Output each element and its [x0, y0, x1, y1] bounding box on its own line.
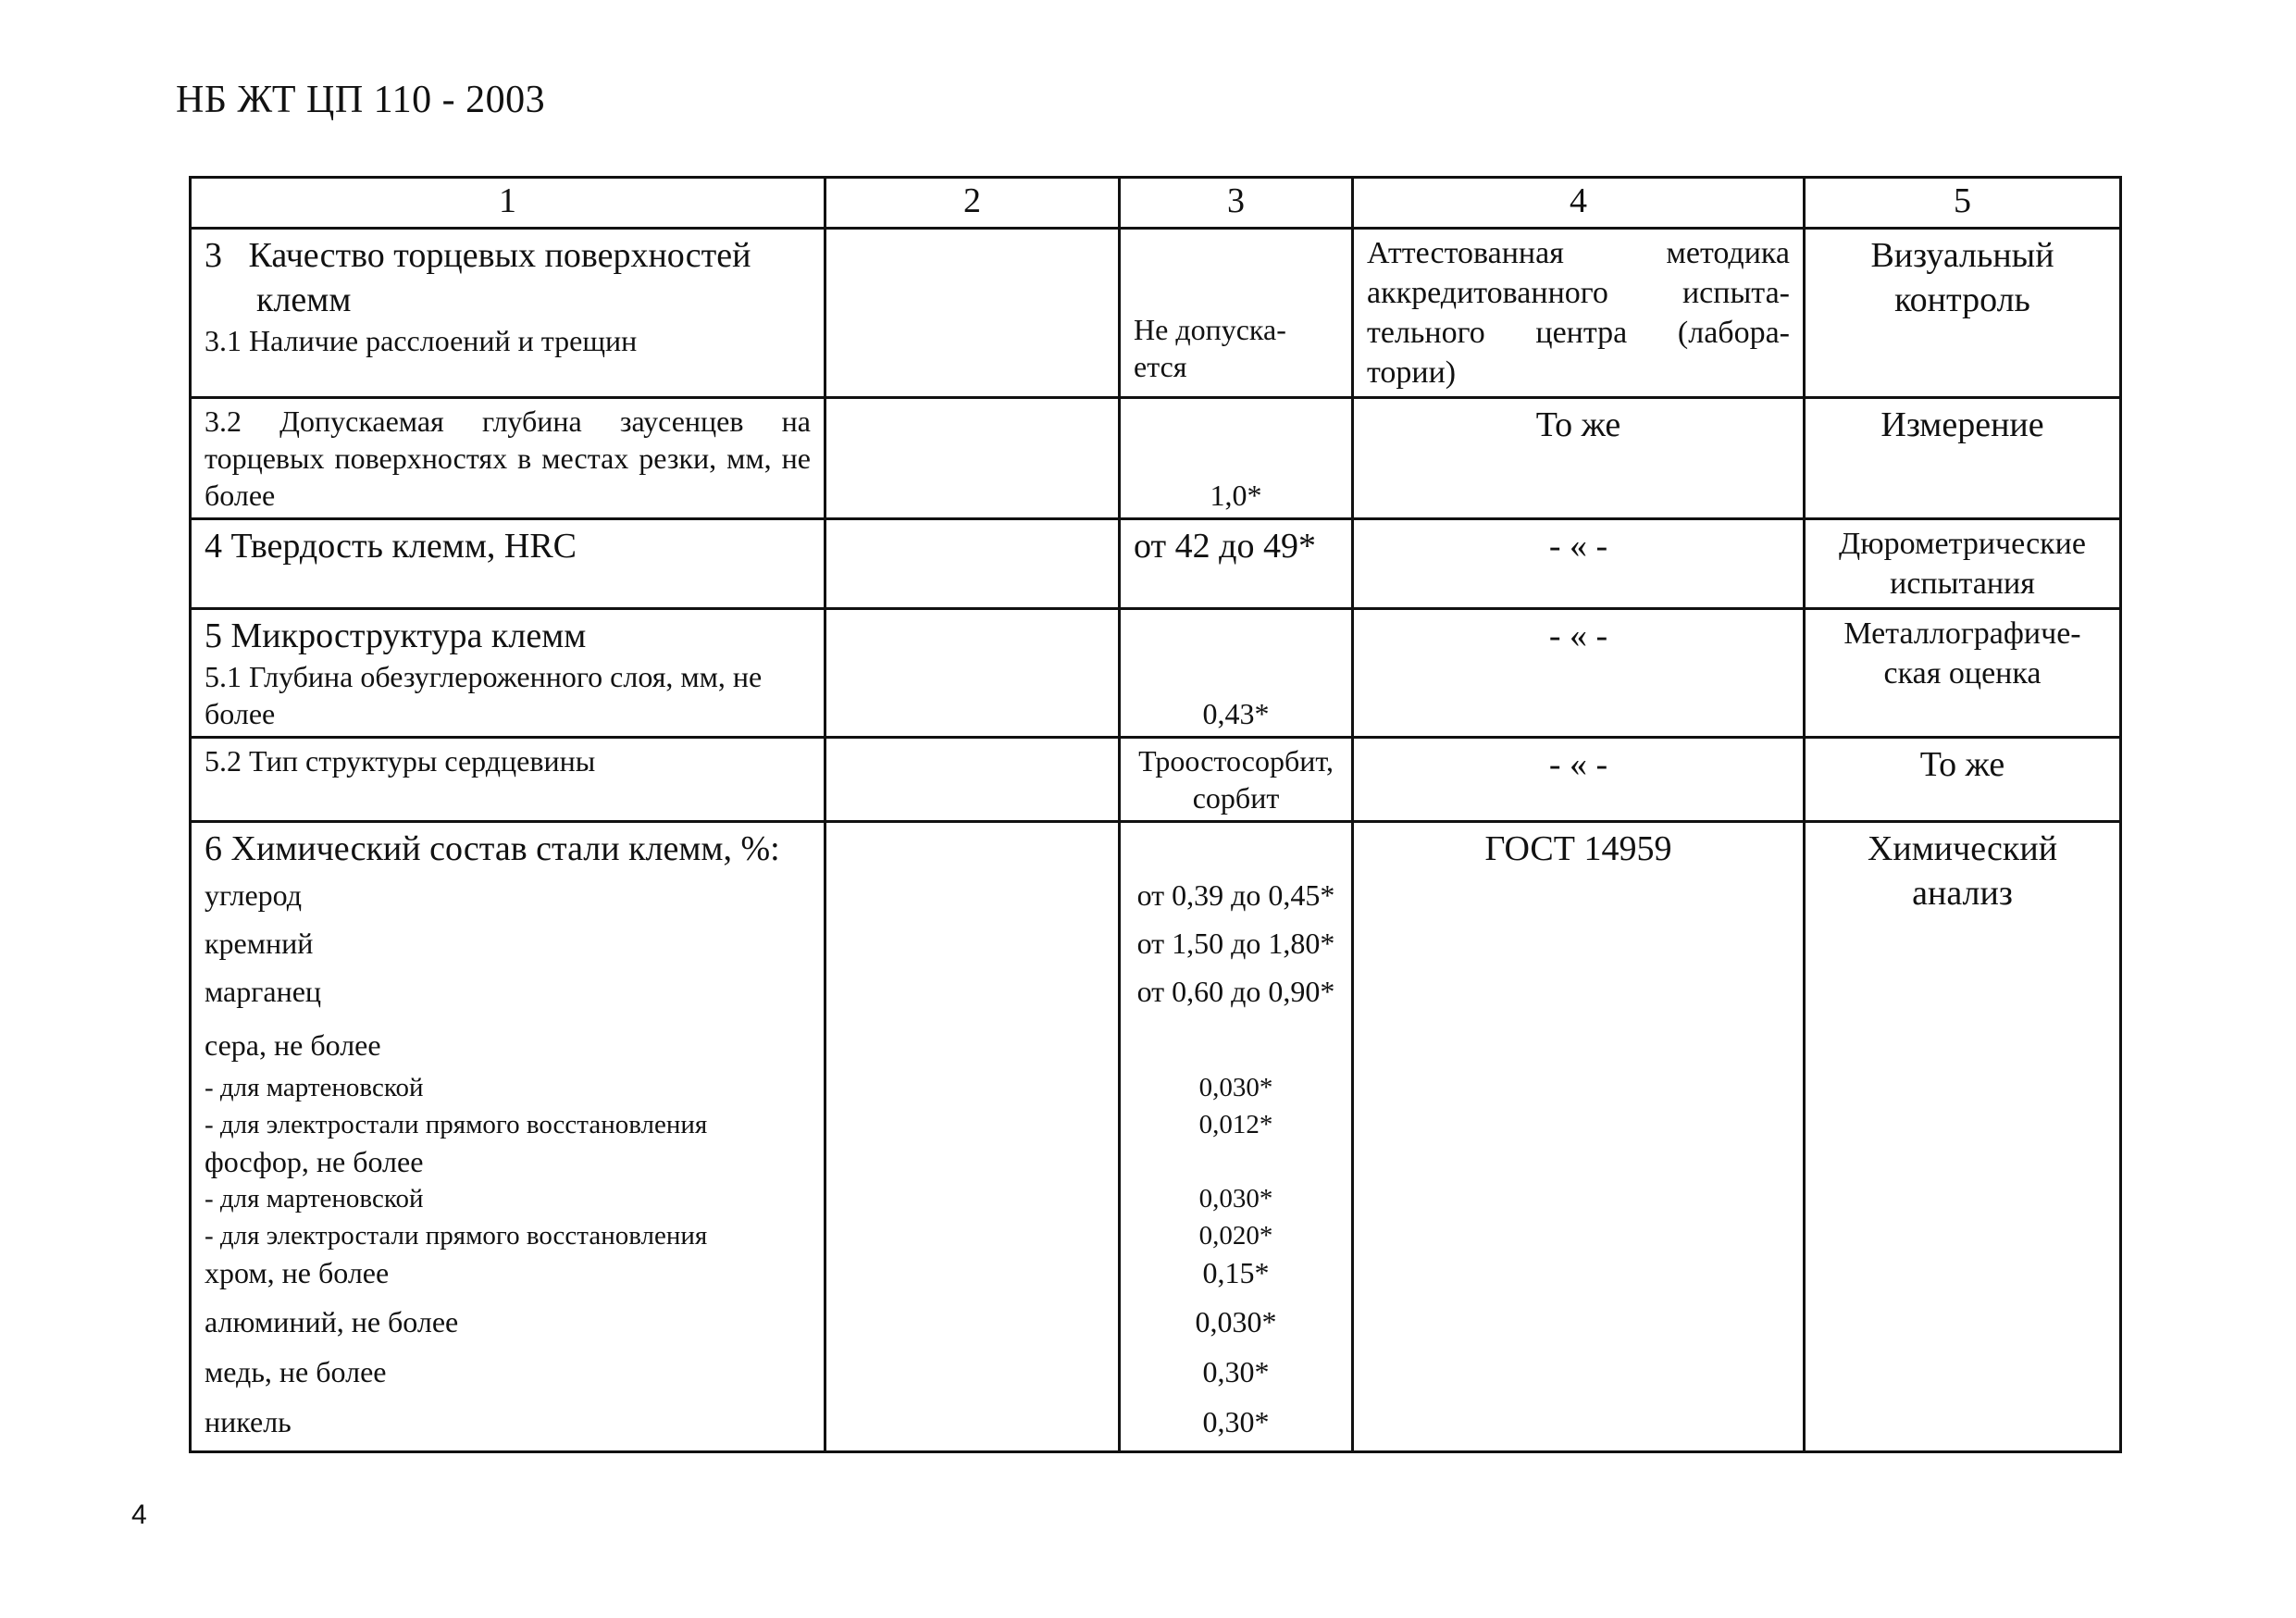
phosphorus-direct-label: - для электростали прямого восстановления	[205, 1221, 708, 1251]
row-4-method	[1353, 519, 1805, 609]
sulfur-direct-label: - для электростали прямого восстановления	[205, 1110, 708, 1139]
silicon-label: кремний	[205, 927, 314, 960]
row-4-text: 4 Твердость клемм, HRC	[205, 527, 577, 566]
column-number-5: 5	[1805, 178, 2121, 229]
row-5-control	[1805, 609, 2121, 738]
row-5-2-value-cell	[1120, 738, 1353, 822]
row-6-control-text: Химический анализ	[1867, 829, 2058, 913]
column-number-row	[191, 178, 2121, 229]
row-3-control-text: Визуальный контроль	[1870, 236, 2054, 319]
table-row-3	[191, 229, 2121, 398]
row-3-2-text: 3.2 Допускаемая глубина заусенцев на торцевых поверхностях в местах резки, мм, не более	[205, 404, 811, 512]
row-3-2-value-cell	[1120, 398, 1353, 519]
requirements-table	[189, 176, 2122, 1453]
column-number-3: 3	[1120, 178, 1353, 229]
chromium-label: хром, не более	[205, 1256, 390, 1289]
phosphorus-label: фосфор, не более	[205, 1145, 424, 1178]
row-4-value: от 42 до 49*	[1134, 527, 1316, 566]
row-3-2-col2	[825, 398, 1120, 519]
table-row-3-2	[191, 398, 2121, 519]
row-6-method-text: ГОСТ 14959	[1484, 829, 1672, 868]
row-3-title-cont: клемм	[256, 280, 352, 319]
row-5-method-text: - « -	[1548, 616, 1608, 655]
row-4-control-text: Дюрометрические испытания	[1839, 527, 2086, 601]
table-row-5-2	[191, 738, 2121, 822]
row-3-method-text: Аттестованная методика аккредитованного испыта-тельного центра (лабора-тории)	[1367, 236, 1790, 390]
row-5-col2	[825, 609, 1120, 738]
row-3-2-control-text: Измерение	[1880, 405, 2044, 444]
page-number: 4	[131, 1500, 147, 1530]
copper-value: 0,30*	[1202, 1355, 1270, 1388]
row-5-2-control	[1805, 738, 2121, 822]
row-3-control	[1805, 229, 2121, 398]
row-5-title: 5 Микроструктура клемм	[205, 616, 587, 655]
table-row-5	[191, 609, 2121, 738]
row-3-2-value: 1,0*	[1210, 479, 1262, 512]
row-3-description	[191, 229, 825, 398]
row-3-2-control	[1805, 398, 2121, 519]
row-5-control-text: Металлографиче-ская оценка	[1843, 616, 2081, 691]
nickel-label: никель	[205, 1405, 292, 1438]
silicon-value: от 1,50 до 1,80*	[1136, 927, 1335, 960]
row-6-values	[1120, 822, 1353, 1452]
row-5-2-value: Троостосорбит, сорбит	[1138, 744, 1334, 815]
row-4-value-cell	[1120, 519, 1353, 609]
manganese-value: от 0,60 до 0,90*	[1136, 975, 1335, 1008]
row-4-col2	[825, 519, 1120, 609]
column-number-2: 2	[825, 178, 1120, 229]
sulfur-open-hearth-value: 0,030*	[1198, 1073, 1273, 1102]
phosphorus-open-hearth-value: 0,030*	[1198, 1184, 1273, 1214]
table-row-6	[191, 822, 2121, 1452]
sulfur-open-hearth-label: - для мартеновской	[205, 1073, 424, 1102]
aluminum-label: алюминий, не более	[205, 1305, 459, 1338]
nickel-value: 0,30*	[1202, 1405, 1270, 1438]
row-6-description	[191, 822, 825, 1452]
sulfur-label: сера, не более	[205, 1028, 381, 1062]
row-6-method	[1353, 822, 1805, 1452]
row-5-2-description	[191, 738, 825, 822]
manganese-label: марганец	[205, 975, 322, 1008]
row-5-2-method-text: - « -	[1548, 745, 1608, 784]
row-3-title: Качество торцевых поверхностей	[248, 236, 751, 275]
row-3-2-method-text: То же	[1535, 405, 1621, 444]
phosphorus-direct-value: 0,020*	[1198, 1221, 1273, 1251]
table-row-4	[191, 519, 2121, 609]
row-3-2-description	[191, 398, 825, 519]
row-5-2-col2	[825, 738, 1120, 822]
row-6-title: 6 Химический состав стали клемм, %:	[205, 829, 780, 868]
row-4-description	[191, 519, 825, 609]
row-4-control	[1805, 519, 2121, 609]
row-5-2-control-text: То же	[1919, 745, 2005, 784]
row-5-2-method	[1353, 738, 1805, 822]
row-3-method	[1353, 229, 1805, 398]
phosphorus-open-hearth-label: - для мартеновской	[205, 1184, 424, 1214]
row-3-2-method	[1353, 398, 1805, 519]
carbon-label: углерод	[205, 878, 303, 912]
row-3-value-cell	[1120, 229, 1353, 398]
row-5-description	[191, 609, 825, 738]
carbon-value: от 0,39 до 0,45*	[1136, 878, 1335, 912]
row-5-value-cell	[1120, 609, 1353, 738]
row-3-value: Не допуска-ется	[1134, 313, 1286, 383]
row-3-1-text: 3.1 Наличие расслоений и трещин	[205, 324, 638, 357]
row-5-method	[1353, 609, 1805, 738]
row-6-control	[1805, 822, 2121, 1452]
row-3-col2	[825, 229, 1120, 398]
row-5-value: 0,43*	[1202, 697, 1270, 730]
column-number-1: 1	[191, 178, 825, 229]
row-3-number: 3	[205, 236, 222, 275]
row-5-1-text: 5.1 Глубина обезуглероженного слоя, мм, не более	[205, 660, 763, 730]
row-5-2-text: 5.2 Тип структуры сердцевины	[205, 744, 596, 778]
document-code: НБ ЖТ ЦП 110 - 2003	[176, 79, 546, 121]
chromium-value: 0,15*	[1202, 1256, 1270, 1289]
row-6-col2	[825, 822, 1120, 1452]
column-number-4: 4	[1353, 178, 1805, 229]
sulfur-direct-value: 0,012*	[1198, 1110, 1273, 1139]
aluminum-value: 0,030*	[1195, 1305, 1277, 1338]
row-4-method-text: - « -	[1548, 527, 1608, 566]
copper-label: медь, не более	[205, 1355, 387, 1388]
